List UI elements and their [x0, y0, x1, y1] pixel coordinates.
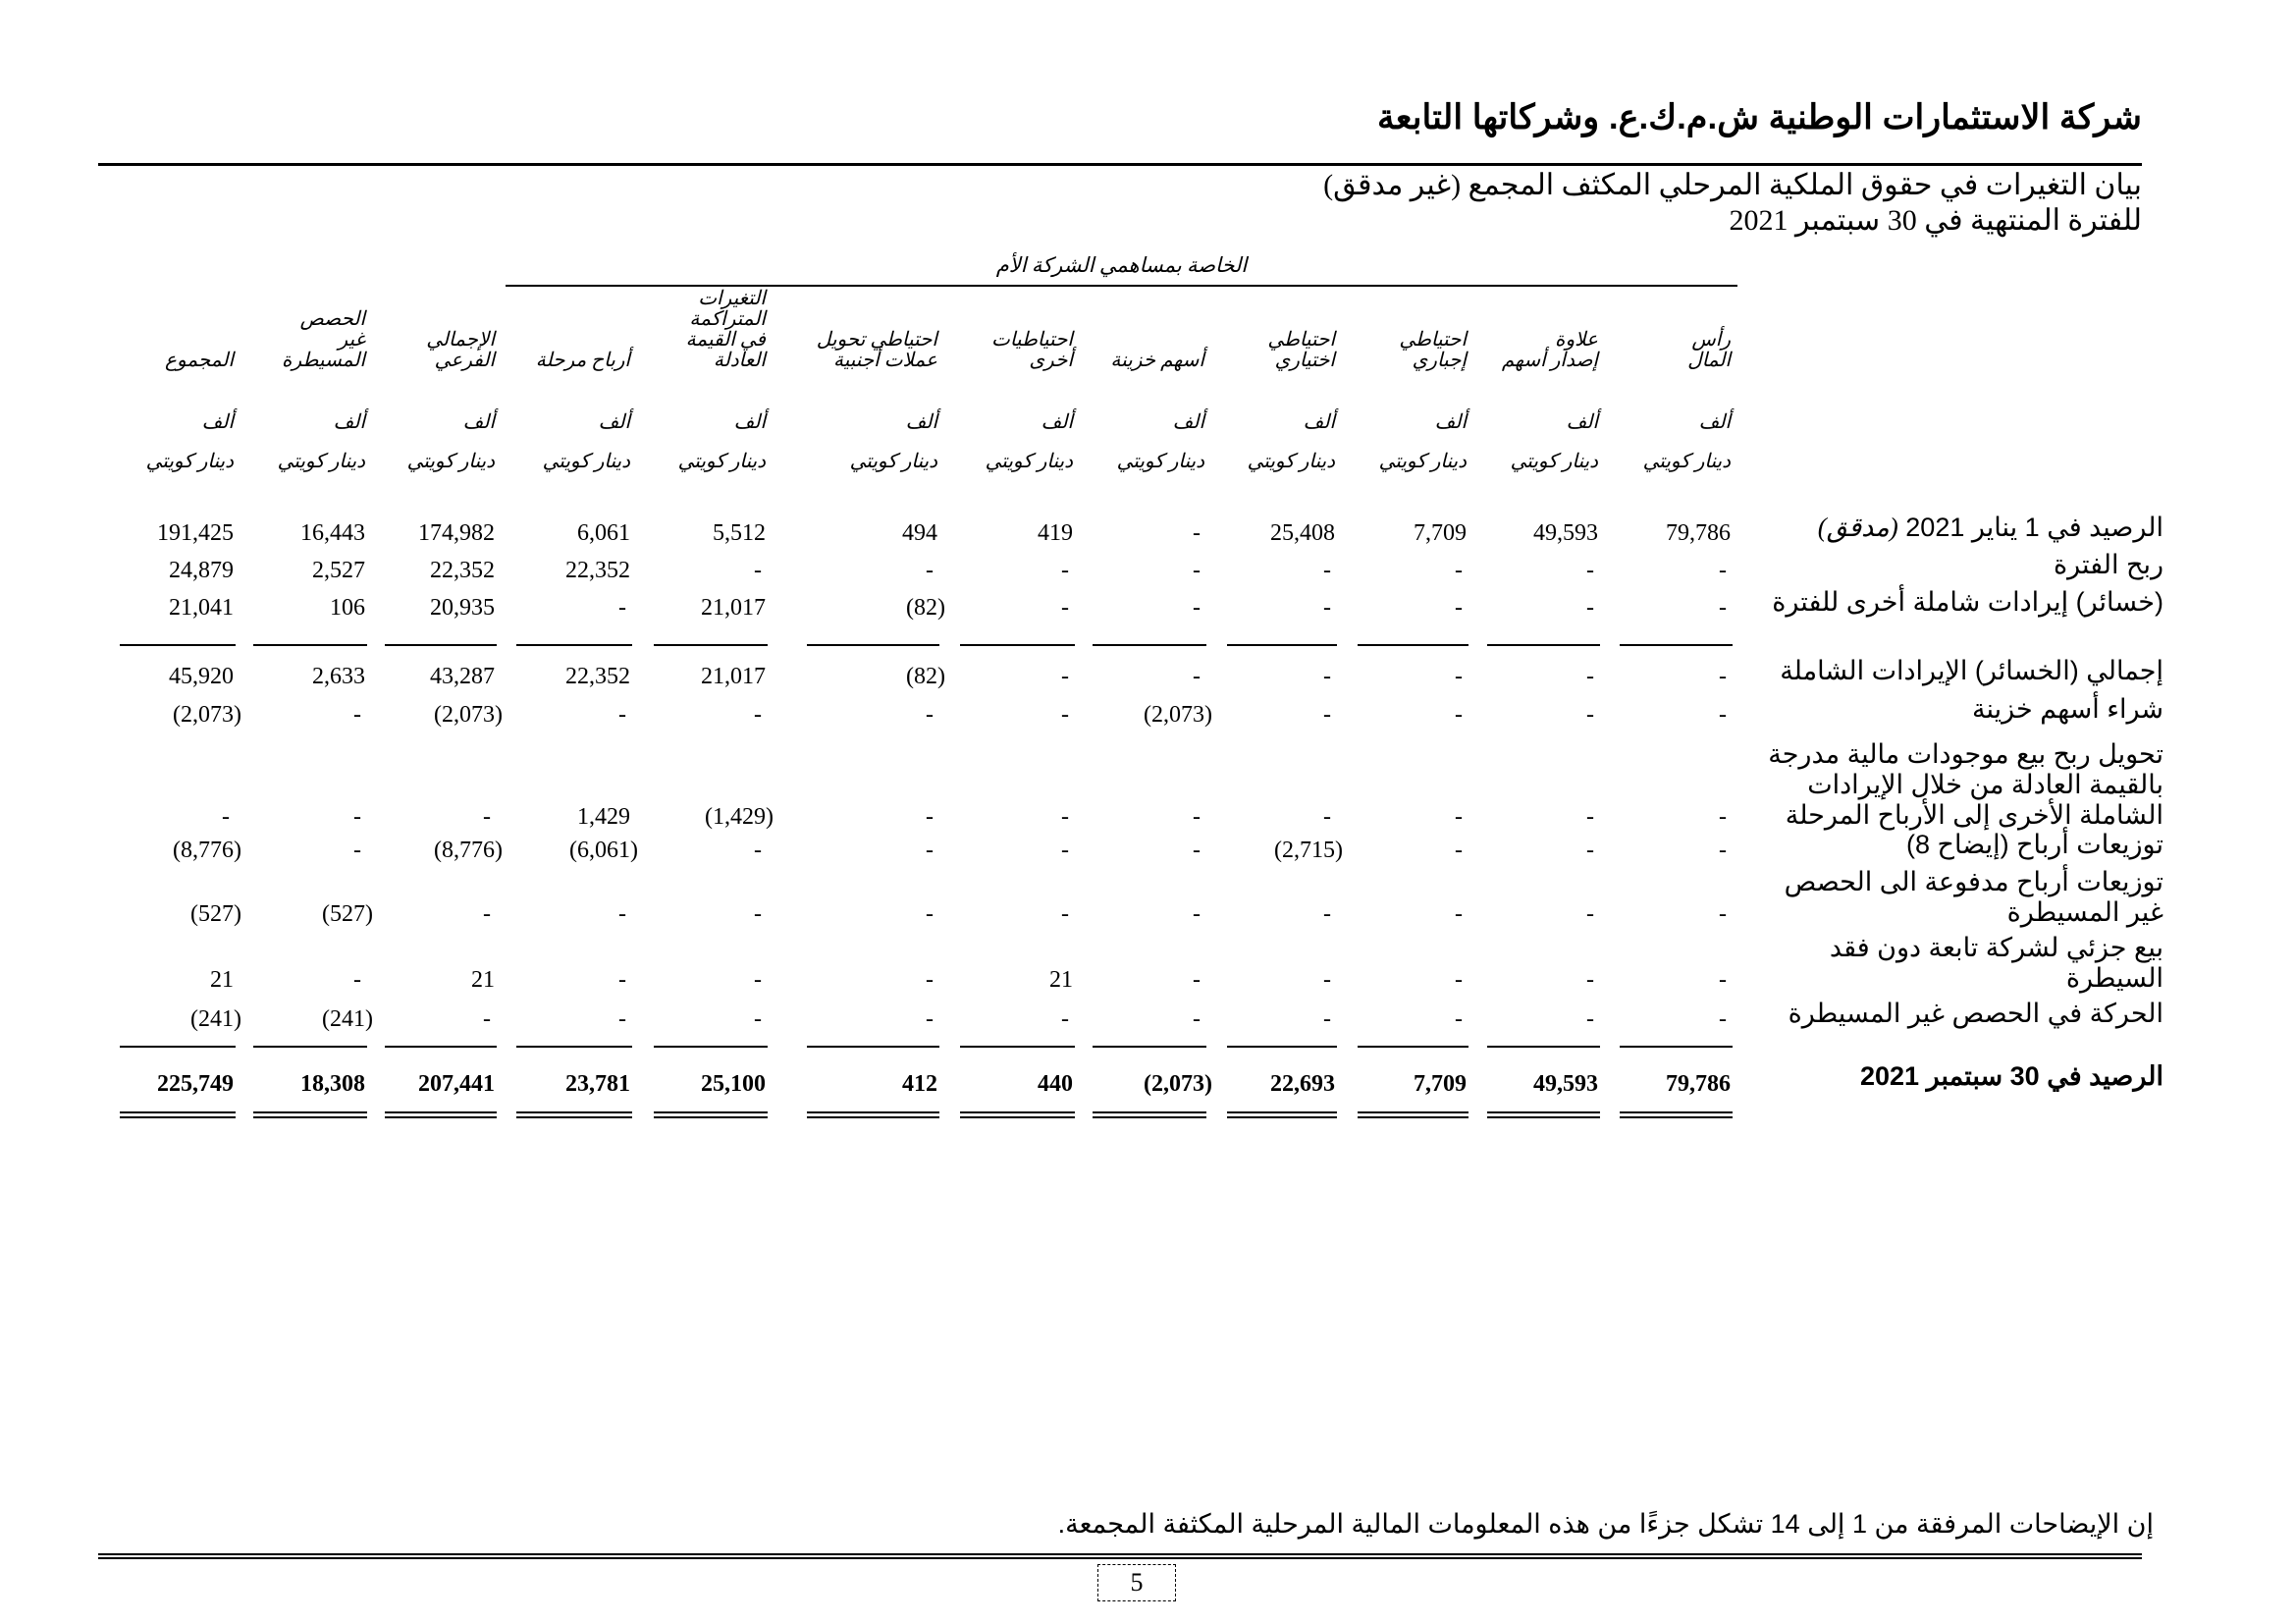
table-cell: - — [483, 901, 491, 927]
total-double-rule — [1093, 1111, 1206, 1118]
column-header-line: المسيطرة — [281, 350, 365, 371]
footer-note: إن الإيضاحات المرفقة من 1 إلى 14 تشكل جزءًا من هذه المعلومات المالية المرحلية المكثفة المجمعة. — [1057, 1509, 2154, 1539]
table-cell: - — [926, 967, 934, 993]
table-cell: - — [754, 967, 762, 993]
table-cell: - — [926, 838, 934, 863]
column-header — [47, 351, 234, 371]
table-cell: - — [926, 901, 934, 927]
total-double-rule — [516, 1111, 632, 1118]
table-cell: 21 — [210, 967, 234, 993]
column-header-line: الفرعي — [434, 350, 495, 371]
table-cell: - — [754, 558, 762, 583]
table-cell: 412 — [902, 1071, 937, 1097]
currency-label: دينار كويتي — [1642, 451, 1731, 472]
table-cell: - — [353, 838, 361, 863]
column-header-line: إجباري — [1412, 350, 1467, 371]
subtotal-rule — [1620, 1046, 1733, 1048]
table-cell: - — [1323, 1006, 1331, 1032]
table-cell: - — [754, 901, 762, 927]
column-header-line: المجموع — [165, 350, 234, 371]
table-cell: - — [1323, 901, 1331, 927]
subtotal-rule — [253, 644, 367, 646]
column-header-line: علاوة — [1554, 329, 1598, 351]
table-cell: 21,041 — [169, 595, 234, 621]
unit-label: ألف — [462, 411, 495, 433]
subtotal-rule — [1093, 1046, 1206, 1048]
table-cell: - — [1719, 595, 1727, 621]
row-label-text: الرصيد في 30 سبتمبر 2021 — [1860, 1061, 2163, 1091]
unit-label: ألف — [201, 411, 234, 433]
table-cell: - — [353, 804, 361, 830]
column-header-line: إصدار أسهم — [1501, 350, 1598, 371]
column-header-line: أخرى — [1029, 350, 1073, 371]
table-cell: - — [1719, 1006, 1727, 1032]
table-cell: - — [1061, 901, 1069, 927]
table-cell: - — [1455, 702, 1463, 728]
currency-label: دينار كويتي — [849, 451, 937, 472]
row-label-line: الشاملة الأخرى إلى الأرباح المرحلة — [1785, 800, 2163, 830]
column-header-line: غير — [338, 329, 365, 351]
column-header-line: احتياطي — [1267, 329, 1335, 351]
table-cell: - — [1193, 595, 1201, 621]
table-cell: 23,781 — [565, 1071, 630, 1097]
currency-label: دينار كويتي — [1116, 451, 1204, 472]
subtotal-rule — [1358, 1046, 1468, 1048]
currency-label: دينار كويتي — [985, 451, 1073, 472]
total-double-rule — [654, 1111, 768, 1118]
column-header-line: في القيمة — [685, 329, 766, 351]
table-cell: - — [926, 1006, 934, 1032]
table-cell: - — [1061, 558, 1069, 583]
column-header-line: الحصص — [299, 308, 365, 330]
title-rule — [98, 163, 2142, 166]
table-cell: (82) — [906, 664, 945, 689]
table-cell: - — [1586, 702, 1594, 728]
table-cell: 18,308 — [300, 1071, 365, 1097]
table-cell: - — [1455, 558, 1463, 583]
row-label-text: ربح الفترة — [2053, 550, 2163, 579]
table-cell: - — [1323, 967, 1331, 993]
currency-label: دينار كويتي — [406, 451, 495, 472]
table-cell: - — [1193, 1006, 1201, 1032]
table-cell: - — [1719, 838, 1727, 863]
table-cell: - — [1719, 702, 1727, 728]
unit-label: ألف — [905, 411, 937, 433]
row-label-line: بيع جزئي لشركة تابعة دون فقد — [1829, 933, 2163, 962]
table-cell: 191,425 — [157, 520, 234, 546]
table-cell: - — [1719, 967, 1727, 993]
table-cell: 21,017 — [701, 664, 766, 689]
table-cell: - — [1586, 558, 1594, 583]
table-cell: (527) — [190, 901, 241, 927]
unit-label: ألف — [1434, 411, 1467, 433]
table-cell: - — [1193, 558, 1201, 583]
table-cell: 45,920 — [169, 664, 234, 689]
group-rule — [506, 285, 1737, 287]
subtotal-rule — [654, 1046, 768, 1048]
statement-title: بيان التغيرات في حقوق الملكية المرحلي المكثف المجمع (غير مدقق) — [1323, 169, 2142, 201]
column-header-line: أرباح مرحلة — [535, 350, 630, 371]
table-cell: (8,776) — [173, 838, 241, 863]
row-label-text: (خسائر) إيرادات شاملة أخرى للفترة — [1772, 587, 2163, 617]
table-cell: - — [1455, 804, 1463, 830]
table-cell: 79,786 — [1666, 1071, 1731, 1097]
subtotal-rule — [385, 644, 497, 646]
table-cell: (2,073) — [173, 702, 241, 728]
unit-label: ألف — [333, 411, 365, 433]
column-header-line: رأس — [1691, 329, 1731, 351]
subtotal-rule — [807, 1046, 939, 1048]
row-label-text: الحركة في الحصص غير المسيطرة — [1788, 999, 2163, 1028]
column-header-line: التغيرات — [698, 288, 766, 309]
table-cell: - — [483, 804, 491, 830]
table-cell: - — [618, 595, 626, 621]
table-cell: - — [1455, 838, 1463, 863]
currency-label: دينار كويتي — [1510, 451, 1598, 472]
subtotal-rule — [654, 644, 768, 646]
currency-label: دينار كويتي — [677, 451, 766, 472]
currency-label: دينار كويتي — [1378, 451, 1467, 472]
table-cell: 7,709 — [1414, 1071, 1467, 1097]
table-cell: 49,593 — [1533, 1071, 1598, 1097]
table-cell: - — [1719, 901, 1727, 927]
subtotal-rule — [1358, 644, 1468, 646]
subtotal-rule — [1487, 1046, 1600, 1048]
table-cell: - — [926, 804, 934, 830]
table-cell: - — [1323, 664, 1331, 689]
table-cell: - — [926, 702, 934, 728]
row-label-line: تحويل ربح بيع موجودات مالية مدرجة — [1768, 739, 2163, 769]
table-cell: - — [754, 838, 762, 863]
table-cell: - — [1061, 595, 1069, 621]
unit-label: ألف — [1698, 411, 1731, 433]
table-cell: (2,073) — [434, 702, 503, 728]
table-cell: 24,879 — [169, 558, 234, 583]
table-cell: (2,073) — [1144, 1071, 1212, 1097]
column-header-line: اختياري — [1274, 350, 1335, 371]
table-cell: - — [483, 1006, 491, 1032]
table-cell: - — [1323, 702, 1331, 728]
currency-label: دينار كويتي — [277, 451, 365, 472]
unit-label: ألف — [1303, 411, 1335, 433]
page-number: 5 — [1097, 1564, 1176, 1601]
table-cell: - — [1719, 804, 1727, 830]
table-cell: 7,709 — [1414, 520, 1467, 546]
table-cell: 1,429 — [577, 804, 630, 830]
total-double-rule — [385, 1111, 497, 1118]
table-cell: (1,429) — [705, 804, 774, 830]
table-cell: - — [618, 702, 626, 728]
total-double-rule — [807, 1111, 939, 1118]
table-cell: 2,633 — [312, 664, 365, 689]
table-cell: 106 — [330, 595, 365, 621]
table-cell: - — [1586, 838, 1594, 863]
table-cell: - — [1455, 901, 1463, 927]
row-label-line: غير المسيطرة — [2006, 897, 2163, 927]
unit-label: ألف — [733, 411, 766, 433]
table-cell: - — [1586, 901, 1594, 927]
table-cell: 2,527 — [312, 558, 365, 583]
subtotal-rule — [120, 644, 236, 646]
table-cell: - — [926, 558, 934, 583]
table-cell: - — [618, 967, 626, 993]
subtotal-rule — [807, 644, 939, 646]
subtotal-rule — [120, 1046, 236, 1048]
subtotal-rule — [516, 644, 632, 646]
row-label-audited-note: (مدقق) — [1817, 513, 1898, 542]
column-header-line: احتياطي — [1399, 329, 1467, 351]
table-cell: 5,512 — [713, 520, 766, 546]
table-cell: - — [353, 967, 361, 993]
table-cell: - — [1586, 1006, 1594, 1032]
total-double-rule — [1227, 1111, 1337, 1118]
unit-label: ألف — [598, 411, 630, 433]
currency-label: دينار كويتي — [542, 451, 630, 472]
table-cell: 494 — [902, 520, 937, 546]
table-cell: - — [1455, 1006, 1463, 1032]
currency-label: دينار كويتي — [145, 451, 234, 472]
column-header-line: أسهم خزينة — [1110, 350, 1204, 371]
table-cell: 49,593 — [1533, 520, 1598, 546]
table-cell: - — [1061, 702, 1069, 728]
table-cell: - — [1455, 967, 1463, 993]
table-cell: 22,352 — [565, 558, 630, 583]
table-cell: 22,693 — [1270, 1071, 1335, 1097]
row-label-text: إجمالي (الخسائر) الإيرادات الشاملة — [1780, 656, 2163, 685]
row-label-text: شراء أسهم خزينة — [1972, 694, 2163, 724]
table-cell: - — [1323, 558, 1331, 583]
table-cell: - — [1455, 595, 1463, 621]
table-cell: - — [618, 1006, 626, 1032]
table-cell: - — [1586, 967, 1594, 993]
table-cell: 22,352 — [565, 664, 630, 689]
table-cell: 16,443 — [300, 520, 365, 546]
currency-label: دينار كويتي — [1247, 451, 1335, 472]
table-cell: - — [1061, 838, 1069, 863]
column-header-line: احتياطيات — [991, 329, 1073, 351]
row-label-text: الرصيد في 1 يناير 2021 — [1905, 513, 2163, 542]
row-label-text: توزيعات أرباح (إيضاح 8) — [1905, 830, 2163, 859]
row-label-line: السيطرة — [2065, 963, 2163, 993]
unit-label: ألف — [1566, 411, 1598, 433]
unit-label: ألف — [1041, 411, 1073, 433]
table-cell: - — [1193, 520, 1201, 546]
total-double-rule — [1487, 1111, 1600, 1118]
total-double-rule — [1620, 1111, 1733, 1118]
table-cell: (241) — [190, 1006, 241, 1032]
subtotal-rule — [1227, 644, 1337, 646]
group-header: الخاصة بمساهمي الشركة الأم — [995, 253, 1248, 277]
table-cell: 20,935 — [430, 595, 495, 621]
table-cell: - — [1061, 1006, 1069, 1032]
table-cell: 6,061 — [577, 520, 630, 546]
table-cell: (241) — [322, 1006, 373, 1032]
table-cell: - — [222, 804, 230, 830]
column-header-line: احتياطي تحويل — [816, 329, 937, 351]
column-header-line: العادلة — [713, 350, 766, 371]
table-cell: 25,408 — [1270, 520, 1335, 546]
subtotal-rule — [960, 1046, 1075, 1048]
subtotal-rule — [1227, 1046, 1337, 1048]
table-cell: 25,100 — [701, 1071, 766, 1097]
table-cell: - — [353, 702, 361, 728]
table-cell: 207,441 — [418, 1071, 495, 1097]
subtotal-rule — [960, 644, 1075, 646]
table-cell: - — [618, 901, 626, 927]
table-cell: - — [1586, 595, 1594, 621]
table-cell: - — [1061, 804, 1069, 830]
subtotal-rule — [1620, 644, 1733, 646]
table-cell: - — [754, 1006, 762, 1032]
column-header-line: الإجمالي — [426, 329, 495, 351]
table-cell: - — [1193, 664, 1201, 689]
row-label-line: توزيعات أرباح مدفوعة الى الحصص — [1784, 867, 2163, 896]
total-double-rule — [253, 1111, 367, 1118]
table-cell: - — [1193, 804, 1201, 830]
table-cell: 22,352 — [430, 558, 495, 583]
table-cell: - — [1193, 967, 1201, 993]
table-cell: 21 — [471, 967, 495, 993]
total-double-rule — [960, 1111, 1075, 1118]
table-cell: (2,715) — [1274, 838, 1343, 863]
footer-rule — [98, 1553, 2142, 1559]
table-cell: - — [1586, 804, 1594, 830]
table-cell: - — [1061, 664, 1069, 689]
table-cell: 419 — [1038, 520, 1073, 546]
column-header-line: المال — [1687, 350, 1731, 371]
table-cell: - — [754, 702, 762, 728]
table-cell: - — [1323, 804, 1331, 830]
table-cell: - — [1193, 838, 1201, 863]
total-double-rule — [1358, 1111, 1468, 1118]
table-cell: 21 — [1049, 967, 1073, 993]
column-header — [751, 330, 937, 371]
table-cell: - — [1193, 901, 1201, 927]
table-cell: - — [1719, 558, 1727, 583]
subtotal-rule — [1093, 644, 1206, 646]
table-cell: 21,017 — [701, 595, 766, 621]
table-cell: - — [1323, 595, 1331, 621]
table-cell: (8,776) — [434, 838, 503, 863]
column-header-line: عملات أجنبية — [832, 350, 937, 371]
table-cell: (6,061) — [569, 838, 638, 863]
table-cell: - — [1455, 664, 1463, 689]
company-title: شركة الاستثمارات الوطنية ش.م.ك.ع. وشركاتها التابعة — [1377, 98, 2142, 136]
table-cell: 225,749 — [157, 1071, 234, 1097]
table-cell: 43,287 — [430, 664, 495, 689]
subtotal-rule — [253, 1046, 367, 1048]
unit-label: ألف — [1172, 411, 1204, 433]
subtotal-rule — [385, 1046, 497, 1048]
table-cell: 79,786 — [1666, 520, 1731, 546]
period-line: للفترة المنتهية في 30 سبتمبر 2021 — [1729, 204, 2142, 237]
subtotal-rule — [516, 1046, 632, 1048]
table-cell: (527) — [322, 901, 373, 927]
column-header-line: المتراكمة — [689, 308, 766, 330]
total-double-rule — [120, 1111, 236, 1118]
table-cell: (2,073) — [1144, 702, 1212, 728]
table-cell: 174,982 — [418, 520, 495, 546]
table-cell: - — [1719, 664, 1727, 689]
table-cell: - — [1586, 664, 1594, 689]
table-cell: (82) — [906, 595, 945, 621]
row-label-line: بالقيمة العادلة من خلال الإيرادات — [1807, 770, 2163, 799]
table-cell: 440 — [1038, 1071, 1073, 1097]
subtotal-rule — [1487, 644, 1600, 646]
